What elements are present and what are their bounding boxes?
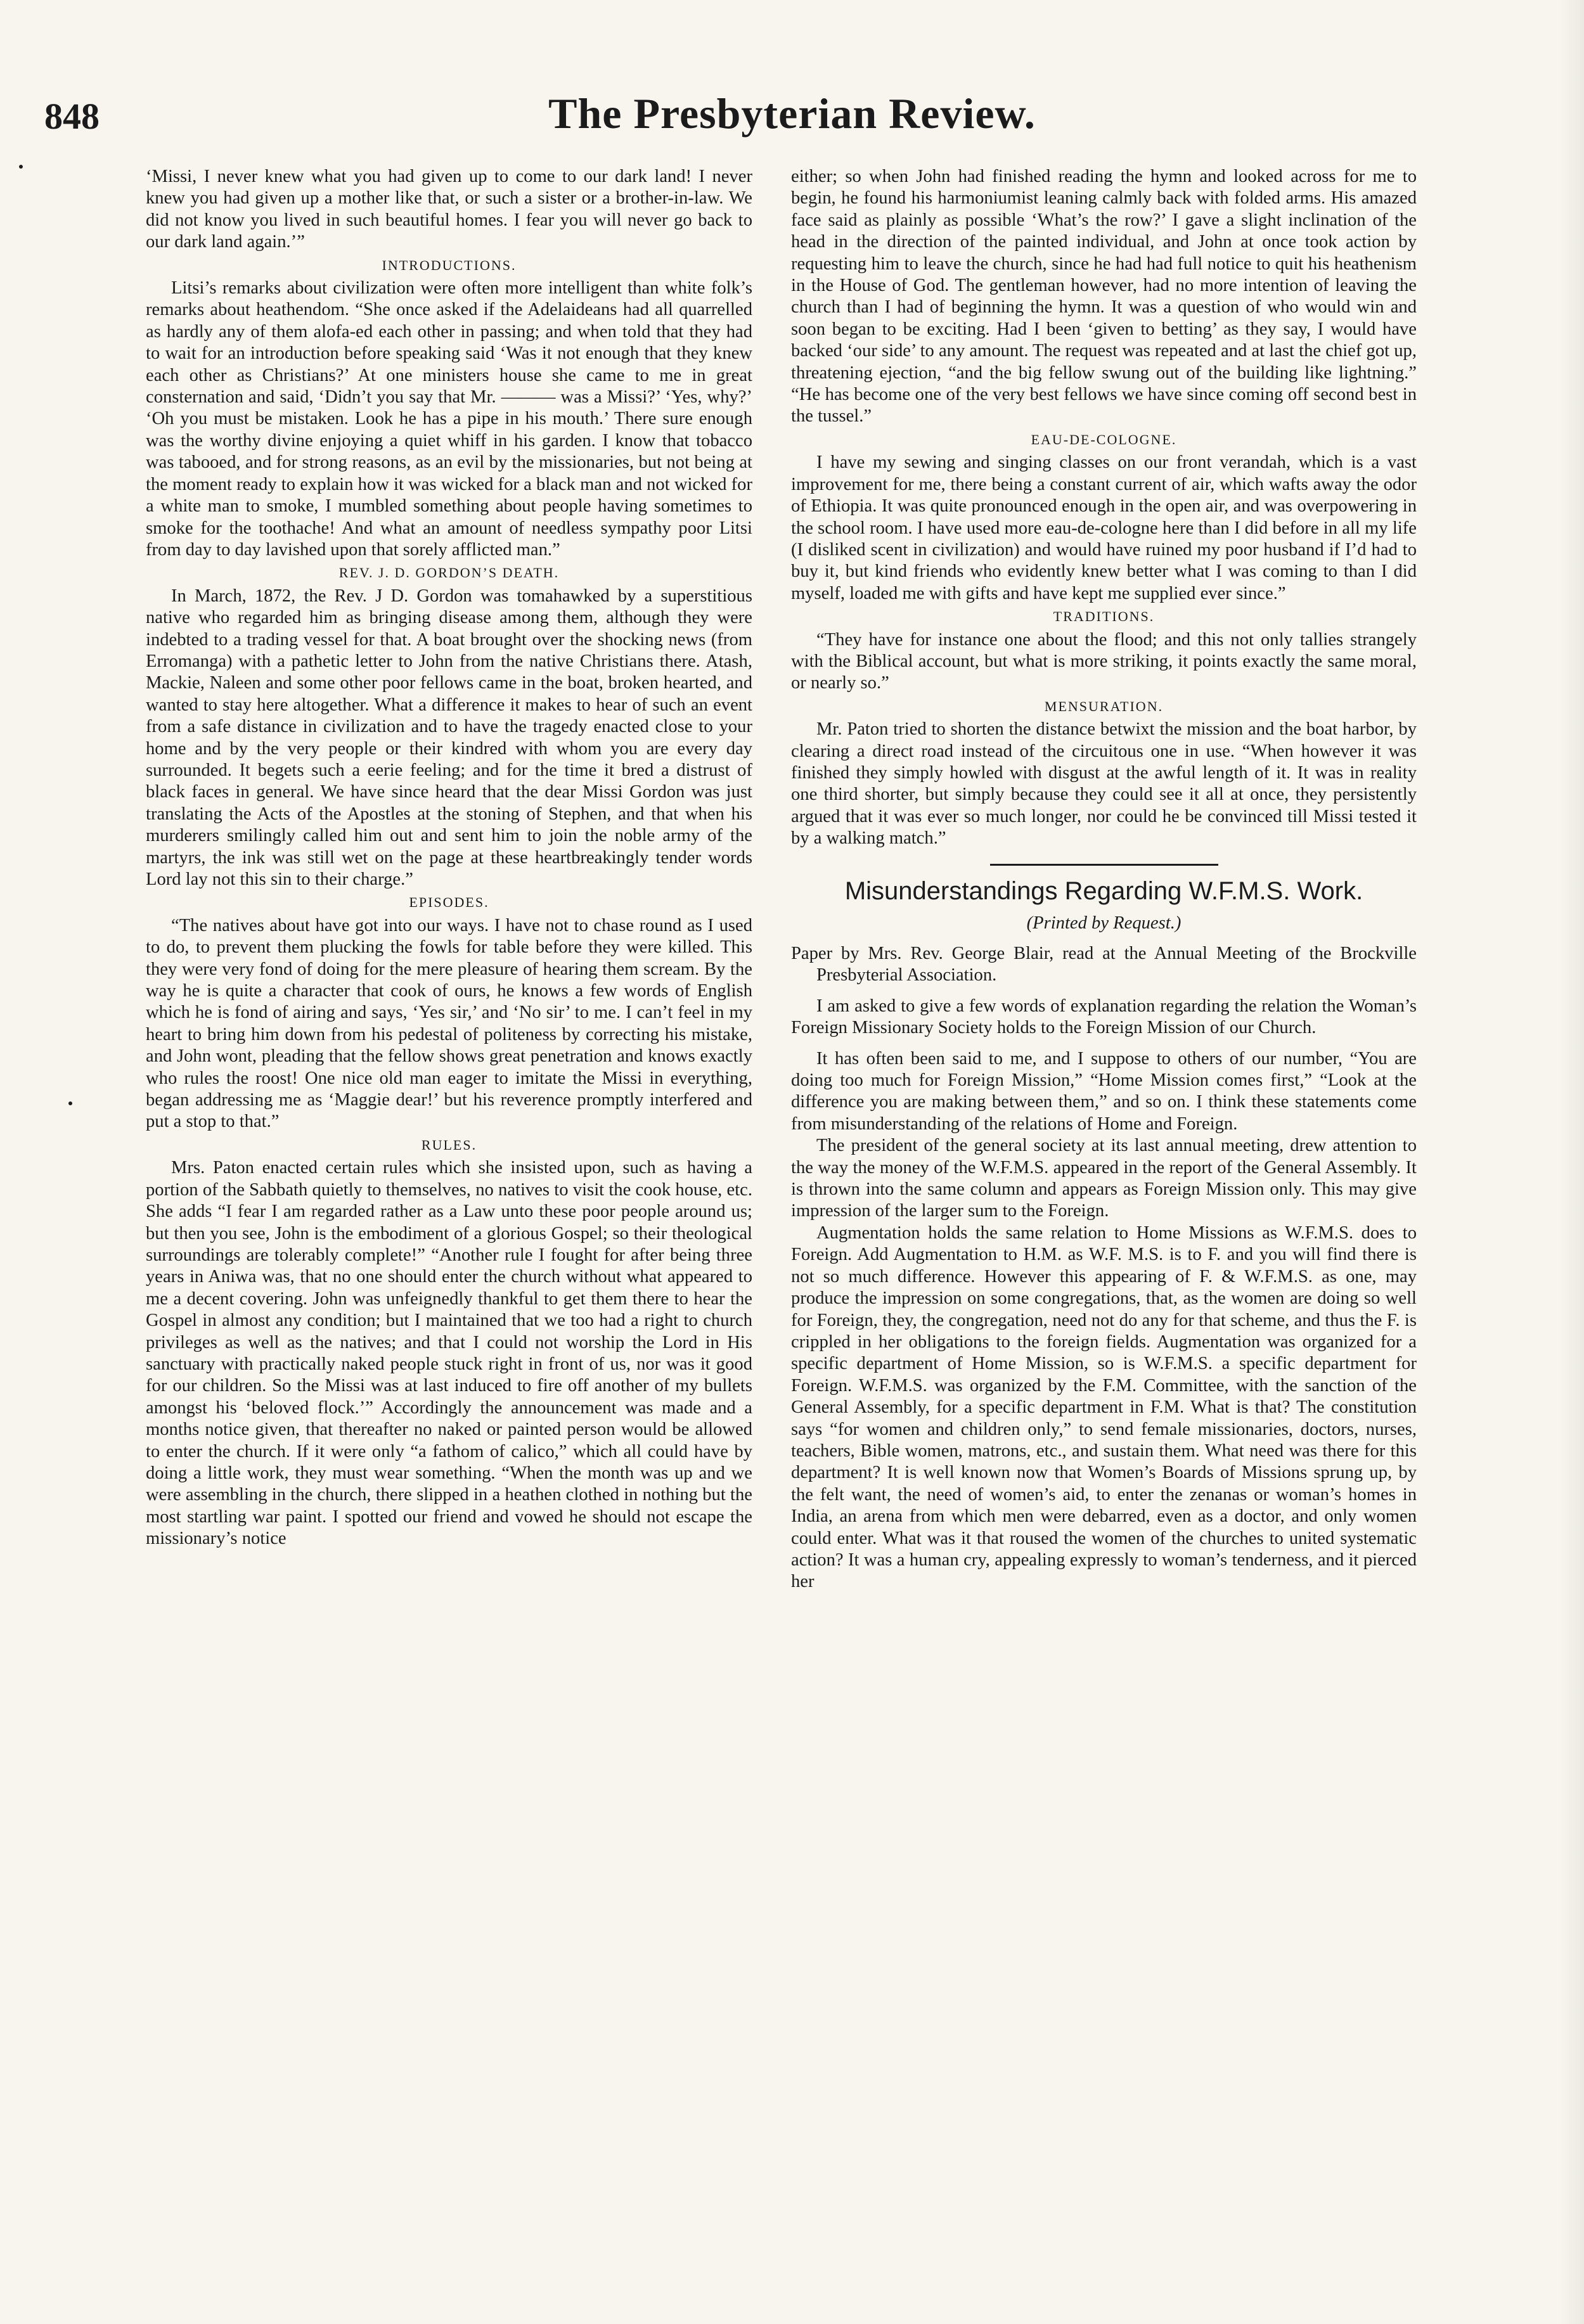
paragraph: I am asked to give a few words of explanation regarding the relation the Woman’s Foreign Missionary Society holds to the Foreign Mission of our Church. — [791, 996, 1417, 1038]
right-column — [791, 166, 1417, 1593]
paragraph: Mrs. Paton enacted certain rules which she insisted upon, such as having a portion of the Sabbath quietly to themselves, no natives to visit the cook house, etc. She adds “I fear I am regarded rather as a Law unto these poor people around us; but then you see, John is the embodiment of a glorious Gospel; so their theological surroundings are tolerably complete!” “Another rule I fought for after being three years in Aniwa was, that no one should enter the church without what appeared to me a decent covering. John was unfeignedly thankful to get them there to hear the Gospel in almost any condition; but I maintained that we too had a right to church privileges as well as the natives; and that I could not worship the Lord in His sanctuary with practically naked people stuck right in front of us, nor was it good for our children. So the Missi was at last induced to fire off another of my bullets amongst his ‘beloved flock.’” Accordingly the announcement was made and a months notice given, that thereafter no naked or painted person would be allowed to enter the church. If it were only “a fathom of calico,” which all could have by doing a little work, they must wear something. “When the month was up and we were assembling in the church, there slipped in a heathen clothed in nothing but the most startling war paint. I spotted our friend and vowed he should not escape the missionary’s notice — [146, 1158, 752, 1549]
paragraph: ‘Missi, I never knew what you had given up to come to our dark land! I never knew you had given up a mother like that, or such a sister or a brother-in-law. We did not know you lived in such beautiful homes. I fear you will never go back to our dark land again.’” — [146, 167, 752, 252]
paragraph: Augmentation holds the same relation to Home Missions as W.F.M.S. does to Foreign. Add Augmentation to H.M. as W.F. M.S. is to F. and you will find there is not so much difference. However this appearing of F. & W.F.M.S. as one, may produce the impression on some congregations, that, as the women are doing so well for Foreign, they, the congregation, need not do any for that scheme, and thus the F. is crippled in her obligations to the foreign fields. Augmentation was organized for a specific department of Home Mission, so is W.F.M.S. a specific department for Foreign. W.F.M.S. was organized by the F.M. Committee, with the sanction of the General Assembly, for a specific department in F.M. What is that? The constitution says “for women and children only,” to send female missionaries, doctors, nurses, teachers, Bible women, matrons, etc., and sustain them. What need was there for this department? It is well known now that Women’s Boards of Missions sprung up, by the felt want, the need of women’s aid, to enter the zenanas or woman’s homes in India, an arena from which men were debarred, even as a doctor, and only women could enter. What was it that roused the women of the churches to united systematic action? It was a human cry, appealing expressly to woman’s tenderness, and it pierced her — [791, 1223, 1417, 1592]
section-heading: TRADITIONS. — [1053, 608, 1155, 625]
paragraph: Mr. Paton tried to shorten the distance betwixt the mission and the boat harbor, by clearing a direct road instead of the circuitous one in use. “When however it was finished they simply howled with disgust at the awful length of it. It was in reality one third shorter, but simply because they could see it all at once, they persistently argued that it was ever so much longer, nor could he be convinced till Missi tested it by a walking match.” — [791, 719, 1417, 849]
section-heading: MENSURATION. — [1044, 698, 1164, 714]
byline: Paper by Mrs. Rev. George Blair, read at the Annual Meeting of the Brockville Presbyterial Association. — [791, 944, 1417, 985]
running-head-title: The Presbyterian Review. — [548, 89, 1036, 138]
left-column — [146, 166, 752, 1550]
page-number: 848 — [44, 96, 100, 137]
paragraph: Litsi’s remarks about civilization were often more intelligent than white folk’s remarks about heathendom. “She once asked if the Adelaideans had all quarrelled as hardly any of them alofa-ed each other in passing; and when told that they had to wait for an introduction before speaking said ‘Was it not enough that they knew each other as Christians?’ At one ministers house she came to me in great consternation and said, ‘Didn’t you say that Mr. ——— was a Missi?’ ‘Yes, why?’ ‘Oh you must be mistaken. Look he has a pipe in his mouth.’ There sure enough was the worthy divine enjoying a quiet whiff in his garden. I know that tobacco was tabooed, and for strong reasons, as an evil by the missionaries, but not being at the moment ready to explain how it was wicked for a black man and not wicked for a white man to smoke, I mumbled something about people having sometimes to smoke for the toothache! And what an amount of needless sympathy poor Litsi from day to day lavished upon that sorely afflicted man.” — [146, 278, 752, 560]
margin-mark — [68, 1101, 72, 1105]
paragraph: “They have for instance one about the flood; and this not only tallies strangely with the Biblical account, but what is more striking, it points exactly the same moral, or nearly so.” — [791, 629, 1417, 693]
paragraph: It has often been said to me, and I suppose to others of our number, “You are doing too much for Foreign Mission,” “Home Mission comes first,” “Look at the difference you are making between them,” and so on. I think these statements come from misunderstanding of the relations of Home and Foreign. — [791, 1048, 1417, 1134]
paragraph: In March, 1872, the Rev. J D. Gordon was tomahawked by a superstitious native who regarded him as bringing disease among them, although they were indebted to a trading vessel for that. A boat brought over the shocking news (from Erromanga) with a pathetic letter to John from the native Christians there. Atash, Mackie, Naleen and some other poor fellows came in the boat, broken hearted, and wanted to stay here altogether. What a difference it makes to hear of such an event from a safe distance in civilization and to have the tragedy enacted close to your home and by the very people or their kindred with whom you are every day surrounded. It begets such a eerie feeling; and for the time it bred a distrust of black faces in general. We have since heard that the dear Missi Gordon was just translating the Acts of the Apostles at the stoning of Stephen, and that when his murderers smilingly called him out and sent him to join the noble army of the martyrs, the ink was still wet on the page at these heartbreakingly tender words Lord lay not this sin to their charge.” — [146, 586, 752, 889]
page-edge-shadow — [1559, 0, 1584, 2324]
section-heading: REV. J. D. GORDON’S DEATH. — [338, 565, 560, 581]
section-heading: INTRODUCTIONS. — [382, 257, 517, 273]
article-title: Misunderstandings Regarding W.F.M.S. Work. — [844, 876, 1363, 905]
paragraph: either; so when John had finished reading the hymn and looked across for me to begin, he found his harmoniumist leaning calmly back with folded arms. His amazed face said as plainly as possible ‘What’s the row?’ I gave a slight inclination of the head in the direction of the painted individual, and John at once took action by requesting him to leave the church, since he had had full notice to quit his heathenism in the House of God. The gentleman however, had no more intention of leaving the church than I had of beginning the hymn. It was a question of who would win and soon began to be exciting. Had I been ‘given to betting’ as they say, I would have backed ‘our side’ to any amount. The request was repeated and at last the chief got up, threatening ejection, “and the big fellow swung out of the building like lightning.” “He has become one of the very best fellows we have since coming off second best in the tussel.” — [791, 167, 1417, 427]
section-heading: RULES. — [421, 1136, 477, 1153]
article-subtitle: (Printed by Request.) — [1026, 913, 1182, 933]
section-heading: EPISODES. — [409, 894, 489, 911]
margin-mark — [19, 165, 23, 169]
paragraph: I have my sewing and singing classes on our front verandah, which is a vast improvement for me, there being a constant current of air, which wafts away the odor of Ethiopia. It was quite pronounced enough in the open air, and was overpowering in the school room. I have used more eau-de-cologne here than I did before in all my life (I disliked scent in civilization) and would have ruined my poor husband if I’d had to buy it, but kind friends who evidently knew better what I was coming to than I did myself, loaded me with gifts and have kept me supplied ever since.” — [791, 453, 1417, 603]
article-divider — [990, 864, 1218, 866]
section-heading: EAU-DE-COLOGNE. — [1031, 431, 1177, 447]
paragraph: The president of the general society at its last annual meeting, drew attention to the way the money of the W.F.M.S. appeared in the report of the General Assembly. It is thrown into the same column and appears as Foreign Mission only. This may give impression of the larger sum to the Foreign. — [791, 1136, 1417, 1221]
paragraph: “The natives about have got into our ways. I have not to chase round as I used to do, to prevent them plucking the fowls for table before they were killed. This they were very fond of doing for the mere pleasure of hearing them scream. By the way he is quite a character that cook of ours, he knows a few words of English which he is fond of airing and says, ‘Yes sir,’ and ‘No sir’ to me. I can’t feel in my heart to bring him down from his pedestal of politeness by correcting his mistake, and John wont, pleading that the fellow shows great penetration and knows exactly who rules the roost! One nice old man eager to imitate the Missi in everything, began addressing me as ‘Maggie dear!’ but his reverence promptly interfered and put a stop to that.” — [146, 915, 752, 1132]
